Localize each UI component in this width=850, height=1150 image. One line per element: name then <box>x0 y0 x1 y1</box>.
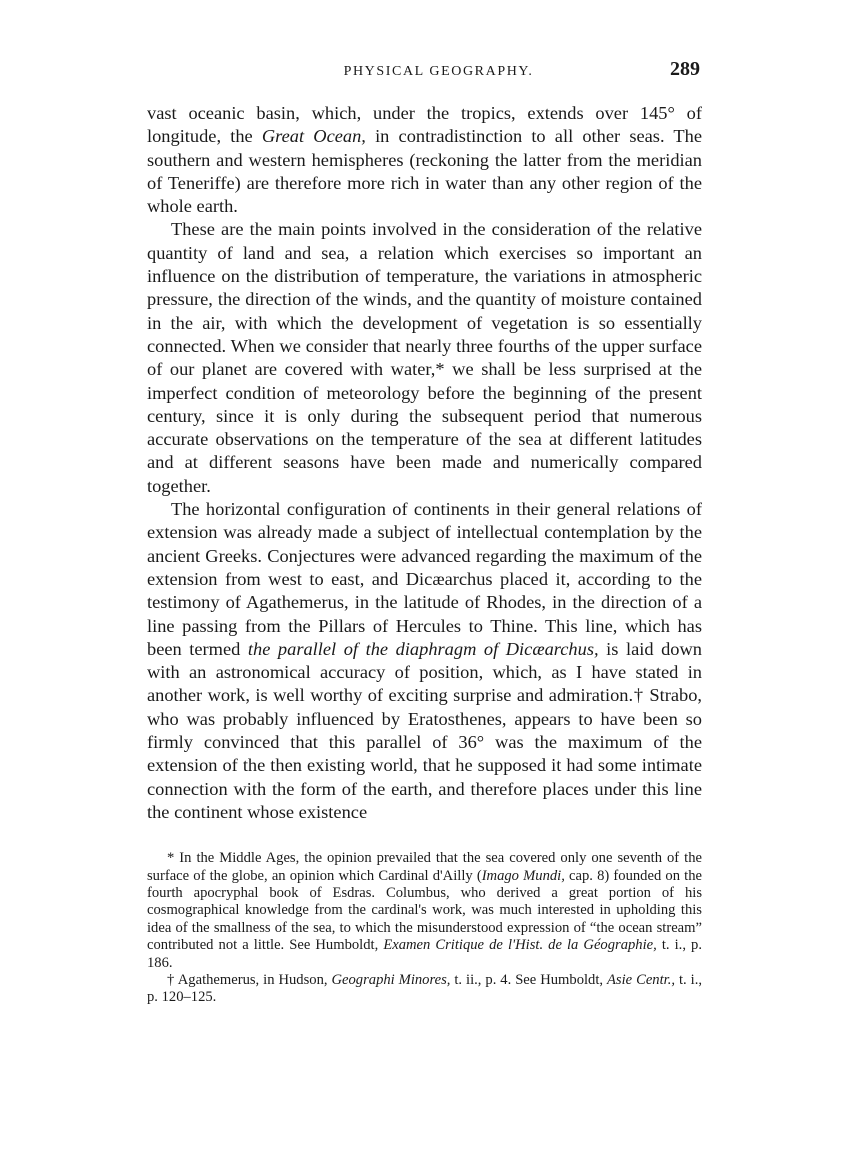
italic-text: Examen Critique de l'Hist. de la Géographie, <box>383 937 657 954</box>
text-run: * In the Middle Ages, the opinion prevailed that the sea covered only one seventh of the surface of the globe, an opinion which Cardinal d'Ailly ( <box>147 850 702 884</box>
footnote <box>147 972 702 1007</box>
running-head: PHYSICAL GEOGRAPHY. <box>343 64 534 79</box>
paragraph <box>147 102 702 218</box>
footnotes <box>147 850 702 1007</box>
text-run: These are the main points involved in the consideration of the relative quantity of land and sea, a relation which exercises so important an influence on the distribution of temperature, the variations in atmospheric pressure, the direction of the winds, and the quantity of moisture contained in the air, with which the development of vegetation is so essentially connected. When we consider that nearly three fourths of the upper surface of our planet are covered with water,* we shall be less surprised at the imperfect condition of meteorology before the beginning of the present century, since it is only during the subsequent period that numerous accurate observations on the temperature of the sea at different latitudes and at different seasons have been made and numerically compared together. <box>147 219 702 496</box>
page-header <box>147 58 702 92</box>
text-run: † Agathemerus, in Hudson, <box>167 972 332 989</box>
italic-text: Asie Centr., <box>607 972 676 989</box>
italic-text: the parallel of the diaphragm of Dicæarchus, <box>247 638 599 659</box>
paragraph <box>147 218 702 498</box>
text-run: t. i., p. 120–125. <box>147 972 702 1006</box>
text-run: t. ii., p. 4. See Humboldt, <box>450 972 608 989</box>
text-run: is laid down with an astronomical accuracy of position, which, as I have stated in another work, is well worthy of exciting surprise and admiration.† Strabo, who was probably influenced by Eratosthenes, appears to have been so firmly convinced that this parallel of 36° was the maximum of the extension of the then existing world, that he supposed it had some intimate connection with the form of the earth, and therefore places under this line the continent whose existence <box>147 638 702 822</box>
page-number: 289 <box>670 58 700 80</box>
text-run: vast oceanic basin, which, under the tropics, extends over 145° of longitude, the <box>147 103 702 147</box>
text-run: t. i., p. 186. <box>147 937 702 971</box>
footnote <box>147 850 702 972</box>
body-text <box>147 102 702 824</box>
text-run: in contradistinction to all other seas. The southern and western hemispheres (reckoning the latter from the meridian of Teneriffe) are therefore more rich in water than any other region of the whole earth. <box>147 126 702 217</box>
italic-text: Great Ocean, <box>261 126 366 147</box>
text-run: The horizontal configuration of continents in their general relations of extension was already made a subject of intellectual contemplation by the ancient Greeks. Conjectures were advanced regarding the maximum of the extension from west to east, and Dicæarchus placed it, according to the testimony of Agathemerus, in the latitude of Rhodes, in the direction of a line passing from the Pillars of Hercules to Thine. This line, which has been termed <box>147 499 702 659</box>
italic-text: Imago Mundi, <box>481 867 565 884</box>
paragraph <box>147 498 702 824</box>
text-run: cap. 8) founded on the fourth apocryphal book of Esdras. Columbus, who derived a great portion of his cosmographical knowledge from the cardinal's work, was much interested in upholding this idea of the smallness of the sea, to which the misunderstood expression of “the ocean stream” contributed not a little. See Humboldt, <box>147 867 702 954</box>
italic-text: Geographi Minores, <box>331 972 451 989</box>
book-page <box>147 58 702 1007</box>
